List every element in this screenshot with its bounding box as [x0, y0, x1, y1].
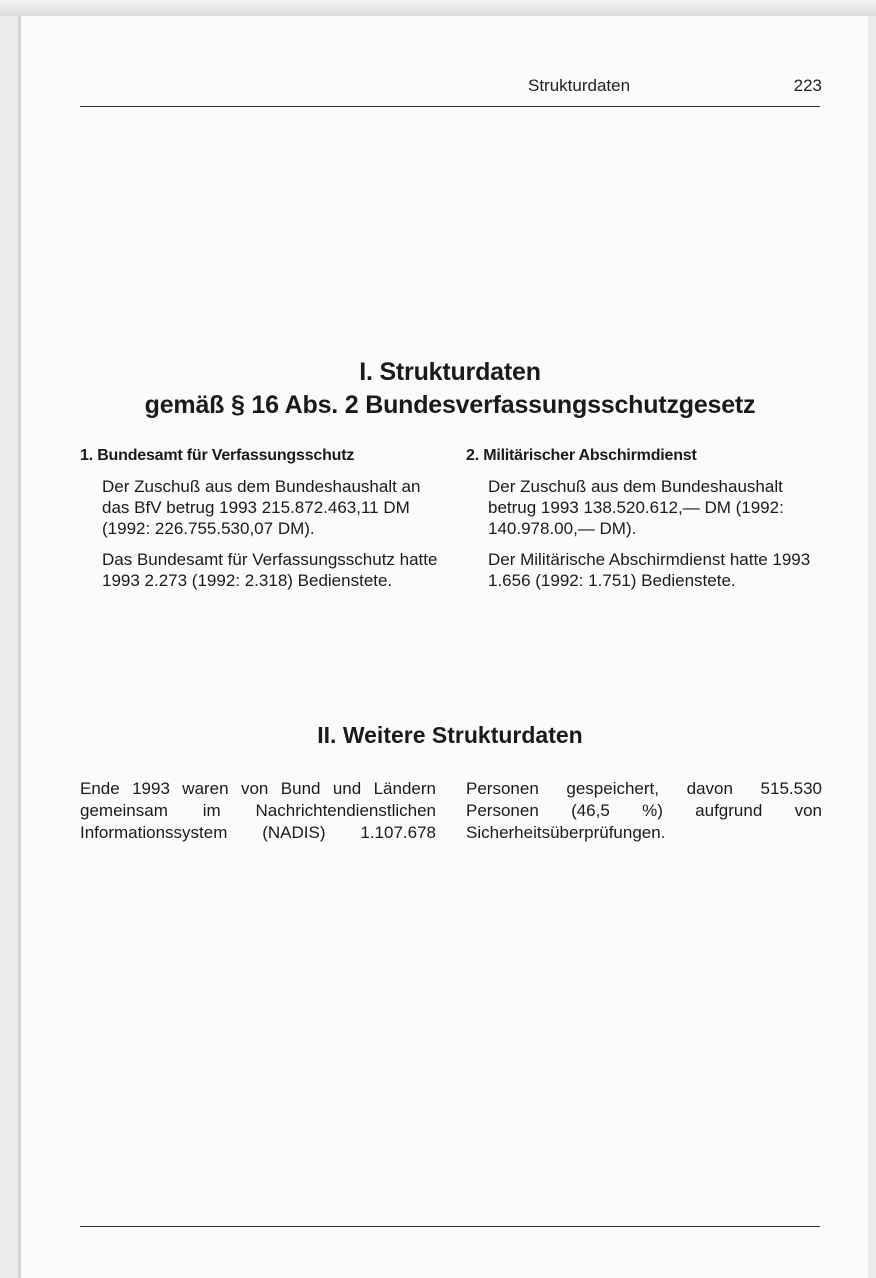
section-heading-bfv: 1. Bundesamt für Verfassungsschutz	[80, 447, 355, 464]
main-title-line-2: gemäß § 16 Abs. 2 Bundesverfassungsschutzgesetz	[144, 391, 756, 419]
further-data-text-right: Personen gespeichert, davon 515.530 Personen (46,5 %) aufgrund von Sicherheitsüberprüfungen.	[466, 779, 822, 842]
document-page	[18, 16, 868, 1278]
further-data-text-left: Ende 1993 waren von Bund und Ländern gemeinsam im Nachrichtendienstlichen Informationssystem (NADIS) 1.107.678	[80, 779, 436, 842]
footer-rule	[80, 1226, 820, 1227]
bfv-budget-paragraph: Der Zuschuß aus dem Bundeshaushalt an das BfV betrug 1993 215.872.463,11 DM (1992: 226.755.530,07 DM).	[102, 477, 421, 538]
header-rule	[80, 106, 820, 107]
mad-budget-paragraph: Der Zuschuß aus dem Bundeshaushalt betrug 1993 138.520.612,— DM (1992: 140.978.00,— DM).	[488, 477, 784, 538]
main-title	[80, 356, 820, 422]
mad-staff-paragraph: Der Militärische Abschirmdienst hatte 1993 1.656 (1992: 1.751) Bedienstete.	[488, 550, 811, 590]
section-bfv	[80, 446, 440, 601]
bfv-staff-paragraph: Das Bundesamt für Verfassungsschutz hatte 1993 2.273 (1992: 2.318) Bedienstete.	[102, 550, 438, 590]
section-mad	[466, 446, 826, 601]
running-header	[80, 76, 822, 100]
section-heading-mad: 2. Militärischer Abschirmdienst	[466, 447, 697, 464]
page-number: 223	[793, 76, 822, 95]
section-body-mad	[466, 476, 824, 591]
scan-top-edge	[0, 0, 876, 16]
running-header-title: Strukturdaten	[528, 76, 631, 95]
further-data-title: II. Weitere Strukturdaten	[317, 722, 583, 748]
main-title-line-1: I. Strukturdaten	[359, 358, 541, 386]
section-body-bfv	[80, 476, 438, 591]
